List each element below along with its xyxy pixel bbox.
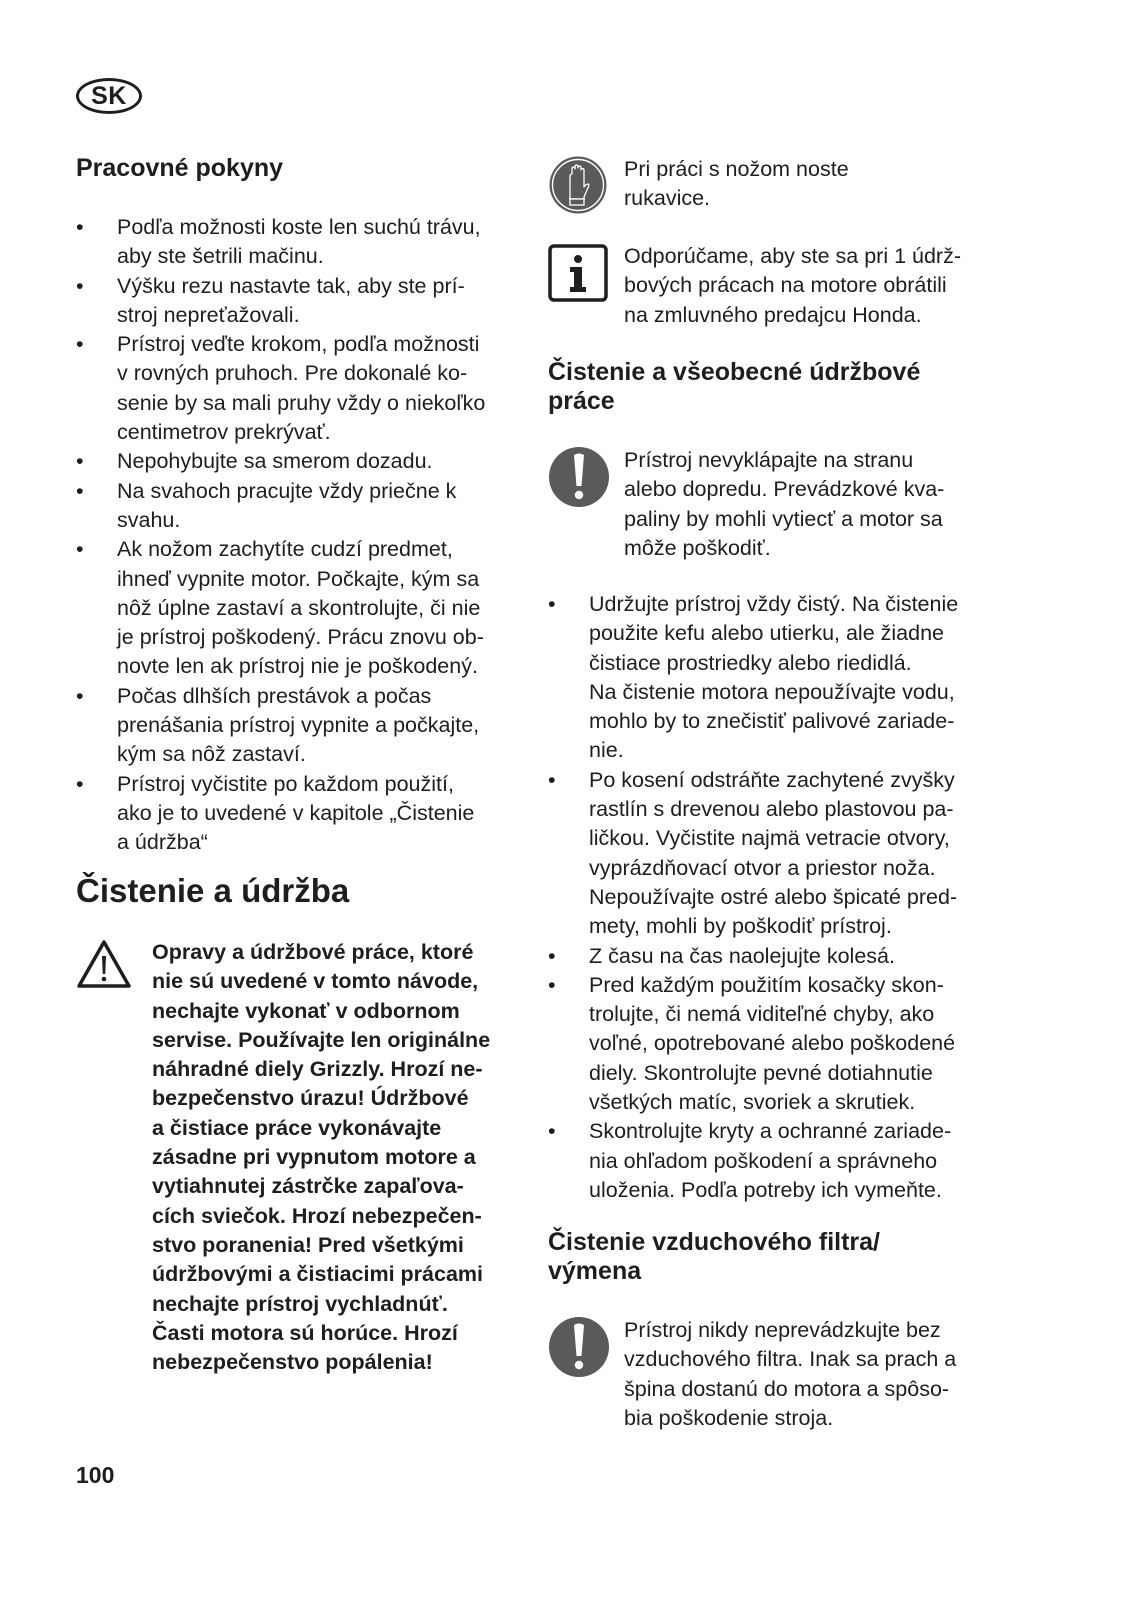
section-title-work-instructions: Pracovné pokyny: [76, 154, 284, 182]
list-item: • Na svahoch pracujte vždy priečne k svahu.: [76, 477, 538, 536]
list-item: • Ak nožom zachytíte cudzí predmet, ihneď vypnite motor. Počkajte, kým sa nôž úplne zastaví a skontrolujte, či nie je prístroj poškodený. Prácu znovu ob- novte len ak prístroj nie je poškodený.: [76, 535, 538, 681]
work-instructions-list: [76, 213, 538, 858]
list-item: • Prístroj veďte krokom, podľa možnosti v rovných pruhoch. Pre dokonalé ko- senie by sa mali pruhy vždy o niekoľko centimetrov prekrývať.: [76, 330, 538, 447]
warning-text: Opravy a údržbové práce, ktoré nie sú uvedené v tomto návode, nechajte vykonať v odbornom servise. Používajte len originálne náhradné diely Grizzly. Hrozí ne- bezpečenstvo úrazu! Údržbové a čistiace práce vykonávajte zásadne pri vypnutom motore a vytiahnutej zástrčke zapaľova- cích sviečok. Hrozí nebezpečen- stvo poranenia! Pred všetkými údržbovými a čistiacimi prácami nechajte prístroj vychladnúť. Časti motora sú horúce. Hrozí nebezpečenstvo popálenia!: [152, 940, 491, 1375]
section-title-general-maintenance: Čistenie a všeobecné údržbové práce: [548, 358, 921, 415]
maintenance-list: [548, 590, 1018, 1205]
list-item: • Z času na čas naolejujte kolesá.: [548, 942, 1018, 971]
section-title-cleaning-maintenance: Čistenie a údržba: [76, 872, 350, 909]
warning-triangle-icon: [76, 938, 132, 990]
list-item: • Udržujte prístroj vždy čistý. Na čistenie použite kefu alebo utierku, ale žiadne čistiace prostriedky alebo riedidlá. Na čistenie motora nepoužívajte vodu, mohlo by to znečistiť palivové zariade- nie.: [548, 590, 1018, 766]
caution-note-text: Prístroj nevyklápajte na stranu alebo dopredu. Prevádzkové kva- paliny by mohli vytiecť a motor sa môže poškodiť.: [624, 448, 945, 560]
page-number: 100: [76, 1462, 115, 1488]
caution-note-text: Prístroj nikdy neprevádzkujte bez vzduchového filtra. Inak sa prach a špina dostanú do motora a spôso- bia poškodenie stroja.: [624, 1318, 957, 1430]
language-badge: [76, 78, 142, 114]
list-item: • Nepohybujte sa smerom dozadu.: [76, 447, 538, 476]
list-item: • Počas dlhších prestávok a počas prenášania prístroj vypnite a počkajte, kým sa nôž zastaví.: [76, 682, 538, 770]
glove-note-text: Pri práci s nožom noste rukavice.: [624, 157, 849, 211]
caution-note: [548, 446, 1018, 563]
info-icon: [548, 242, 608, 304]
language-code: SK: [91, 81, 127, 110]
glove-note: [548, 155, 1018, 215]
exclamation-circle-icon: [548, 1316, 610, 1378]
list-item: • Pred každým použitím kosačky skon- trolujte, či nemá viditeľné chyby, ako voľné, opotrebované alebo poškodené diely. Skontrolujte pevné dotiahnutie všetkých matíc, svoriek a skrutiek.: [548, 971, 1018, 1117]
warning-note: [76, 938, 538, 1377]
glove-icon: [548, 155, 608, 215]
section-title-air-filter: Čistenie vzduchového filtra/ výmena: [548, 1228, 881, 1285]
list-item: • Po kosení odstráňte zachytené zvyšky rastlín s drevenou alebo plastovou pa- ličkou. Vyčistite najmä vetracie otvory, vyprázdňovací otvor a priestor noža. Nepoužívajte ostré alebo špicaté pred- mety, mohli by poškodiť prístroj.: [548, 766, 1018, 942]
list-item: • Podľa možnosti koste len suchú trávu, aby ste šetrili mačinu.: [76, 213, 538, 272]
list-item: • Prístroj vyčistite po každom použití, ako je to uvedené v kapitole „Čistenie a údržba“: [76, 770, 538, 858]
exclamation-circle-icon: [548, 446, 610, 508]
info-note: [548, 242, 1018, 330]
info-note-text: Odporúčame, aby ste sa pri 1 údrž- bových prácach na motore obrátili na zmluvného predajcu Honda.: [624, 244, 961, 327]
caution-note: [548, 1316, 1018, 1433]
list-item: • Výšku rezu nastavte tak, aby ste prí- stroj nepreťažovali.: [76, 272, 538, 331]
list-item: • Skontrolujte kryty a ochranné zariade- nia ohľadom poškodení a správneho uloženia. Podľa potreby ich vymeňte.: [548, 1117, 1018, 1205]
